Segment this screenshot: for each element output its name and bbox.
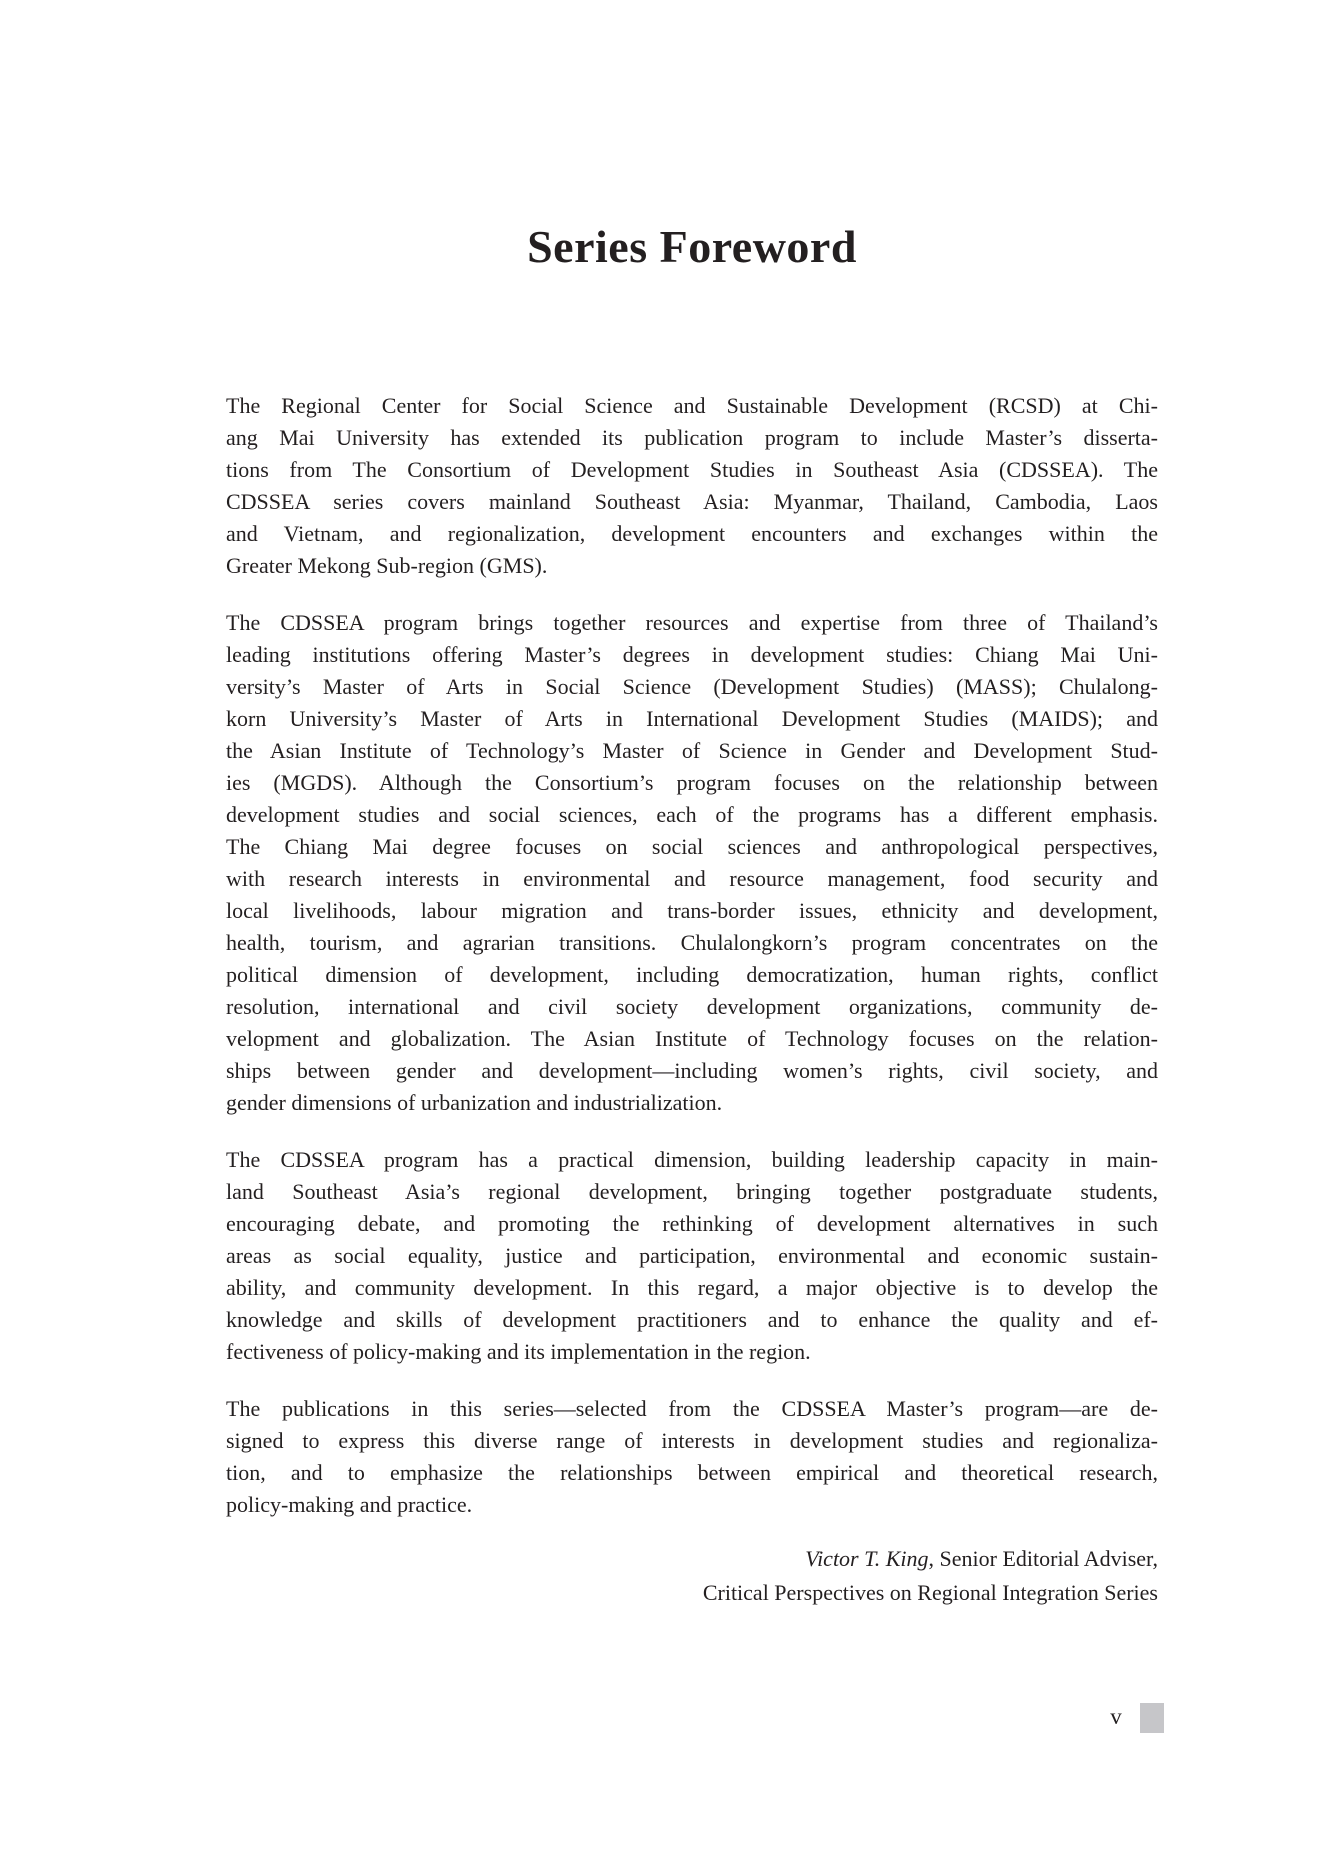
text-line: knowledge and skills of development practitioners and to enhance the quality and ef-	[226, 1307, 1158, 1332]
text-line: ships between gender and development—including women’s rights, civil society, and	[226, 1058, 1158, 1083]
text-line: encouraging debate, and promoting the rethinking of development alternatives in such	[226, 1211, 1158, 1236]
text-line: resolution, international and civil society development organizations, community de-	[226, 994, 1158, 1019]
text-line: fectiveness of policy-making and its implementation in the region.	[226, 1339, 811, 1364]
text-line: areas as social equality, justice and participation, environmental and economic sustain-	[226, 1243, 1158, 1268]
text-line: and Vietnam, and regionalization, development encounters and exchanges within the	[226, 521, 1158, 546]
text-line: land Southeast Asia’s regional development, bringing together postgraduate students,	[226, 1179, 1158, 1204]
text-line: The publications in this series—selected from the CDSSEA Master’s program—are de-	[226, 1396, 1158, 1421]
text-line: signed to express this diverse range of interests in development studies and regionaliza-	[226, 1428, 1158, 1453]
foreword-body	[226, 390, 1158, 1546]
text-line: development studies and social sciences, each of the programs has a different emphasis.	[226, 802, 1158, 827]
text-line: the Asian Institute of Technology’s Master of Science in Gender and Development Stud-	[226, 738, 1158, 763]
text-line: The CDSSEA program has a practical dimension, building leadership capacity in main-	[226, 1147, 1158, 1172]
footer-marker-square	[1140, 1703, 1164, 1733]
text-line: tions from The Consortium of Development Studies in Southeast Asia (CDSSEA). The	[226, 457, 1158, 482]
signature-series-line: Critical Perspectives on Regional Integration Series	[702, 1580, 1158, 1605]
text-line: health, tourism, and agrarian transitions. Chulalongkorn’s program concentrates on the	[226, 930, 1158, 955]
text-line: The Chiang Mai degree focuses on social sciences and anthropological perspectives,	[226, 834, 1158, 859]
text-line: CDSSEA series covers mainland Southeast Asia: Myanmar, Thailand, Cambodia, Laos	[226, 489, 1158, 514]
text-line: ang Mai University has extended its publication program to include Master’s disserta-	[226, 425, 1158, 450]
text-line: gender dimensions of urbanization and industrialization.	[226, 1090, 723, 1115]
text-line: korn University’s Master of Arts in International Development Studies (MAIDS); and	[226, 706, 1158, 731]
signature-block	[226, 1542, 1158, 1610]
text-line: The Regional Center for Social Science and Sustainable Development (RCSD) at Chi-	[226, 393, 1158, 418]
text-line: political dimension of development, including democratization, human rights, conflict	[226, 962, 1158, 987]
paragraph	[226, 390, 1158, 582]
text-line: with research interests in environmental and resource management, food security and	[226, 866, 1158, 891]
paragraph	[226, 1144, 1158, 1368]
text-line: tion, and to emphasize the relationships between empirical and theoretical research,	[226, 1460, 1158, 1485]
page-title: Series Foreword	[527, 221, 857, 272]
signature-author-role: , Senior Editorial Adviser,	[928, 1546, 1158, 1571]
signature-author-line	[226, 1542, 1158, 1576]
paragraph	[226, 607, 1158, 1119]
page-number: v	[1110, 1704, 1122, 1729]
text-line: Greater Mekong Sub-region (GMS).	[226, 553, 548, 578]
text-line: local livelihoods, labour migration and trans-border issues, ethnicity and development,	[226, 898, 1158, 923]
text-line: policy-making and practice.	[226, 1492, 473, 1517]
text-line: The CDSSEA program brings together resources and expertise from three of Thailand’s	[226, 610, 1158, 635]
text-line: ability, and community development. In this regard, a major objective is to develop the	[226, 1275, 1158, 1300]
text-line: versity’s Master of Arts in Social Science (Development Studies) (MASS); Chulalong-	[226, 674, 1158, 699]
text-line: velopment and globalization. The Asian Institute of Technology focuses on the relation-	[226, 1026, 1158, 1051]
signature-author-name: Victor T. King	[805, 1546, 929, 1571]
text-line: leading institutions offering Master’s degrees in development studies: Chiang Mai Uni-	[226, 642, 1158, 667]
paragraph	[226, 1393, 1158, 1521]
text-line: ies (MGDS). Although the Consortium’s program focuses on the relationship between	[226, 770, 1158, 795]
